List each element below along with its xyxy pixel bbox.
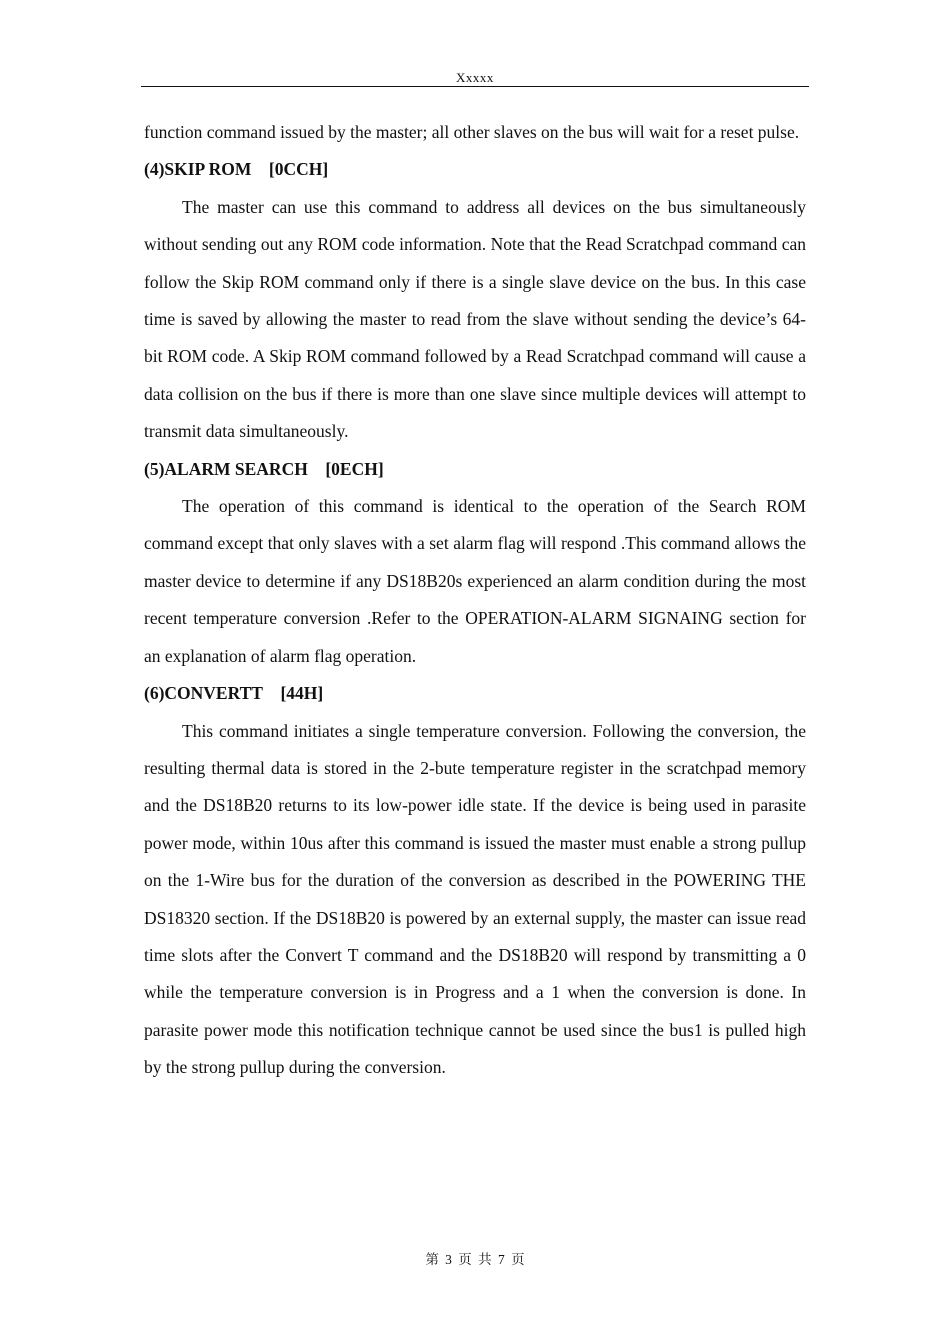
continuation-paragraph: function command issued by the master; all other slaves on the bus will wait for a reset pulse. — [144, 122, 800, 142]
section-paragraph-skip-rom: The master can use this command to address all devices on the bus simultaneously without sending out any ROM code information. Note that the Read Scratchpad command can follow the Skip ROM command only if there is a single slave device on the bus. In this case time is saved by allowing the master to read from the slave without sending the device’s 64-bit ROM code. A Skip ROM command followed by a Read Scratchpad command will cause a data collision on the bus if there is more than one slave since multiple devices will attempt to transmit data simultaneously. — [144, 196, 806, 442]
section-heading-skip-rom: (4)SKIP ROM [0CCH] — [144, 159, 329, 180]
section-heading-convert-t: (6)CONVERTT [44H] — [144, 683, 324, 704]
section-paragraph-convert-t: This command initiates a single temperature conversion. Following the conversion, the resulting thermal data is stored in the 2-bute temperature register in the scratchpad memory and the DS18B20 returns to its low-power idle state. If the device is being used in parasite power mode, within 10us after this command is issued the master must enable a strong pullup on the 1-Wire bus for the duration of the conversion as described in the POWERING THE DS18320 section. If the DS18B20 is powered by an external supply, the master can issue read time slots after the Convert T command and the DS18B20 will respond by transmitting a 0 while the temperature conversion is in Progress and a 1 when the conversion is done. In parasite power mode this notification technique cannot be used since the bus1 is pulled high by the strong pullup during the conversion. — [144, 720, 806, 1078]
section-paragraph-alarm-search: The operation of this command is identical to the operation of the Search ROM command except that only slaves with a set alarm flag will respond .This command allows the master device to determine if any DS18B20s experienced an alarm condition during the most recent temperature conversion .Refer to the OPERATION-ALARM SIGNAING section for an explanation of alarm flag operation. — [144, 496, 806, 666]
document-body — [144, 114, 806, 1087]
page-number-footer: 第 3 页 共 7 页 — [425, 1252, 525, 1267]
section-heading-alarm-search: (5)ALARM SEARCH [0ECH] — [144, 458, 384, 479]
page-header-title: Xxxxx — [456, 70, 494, 85]
header-divider — [141, 86, 809, 87]
